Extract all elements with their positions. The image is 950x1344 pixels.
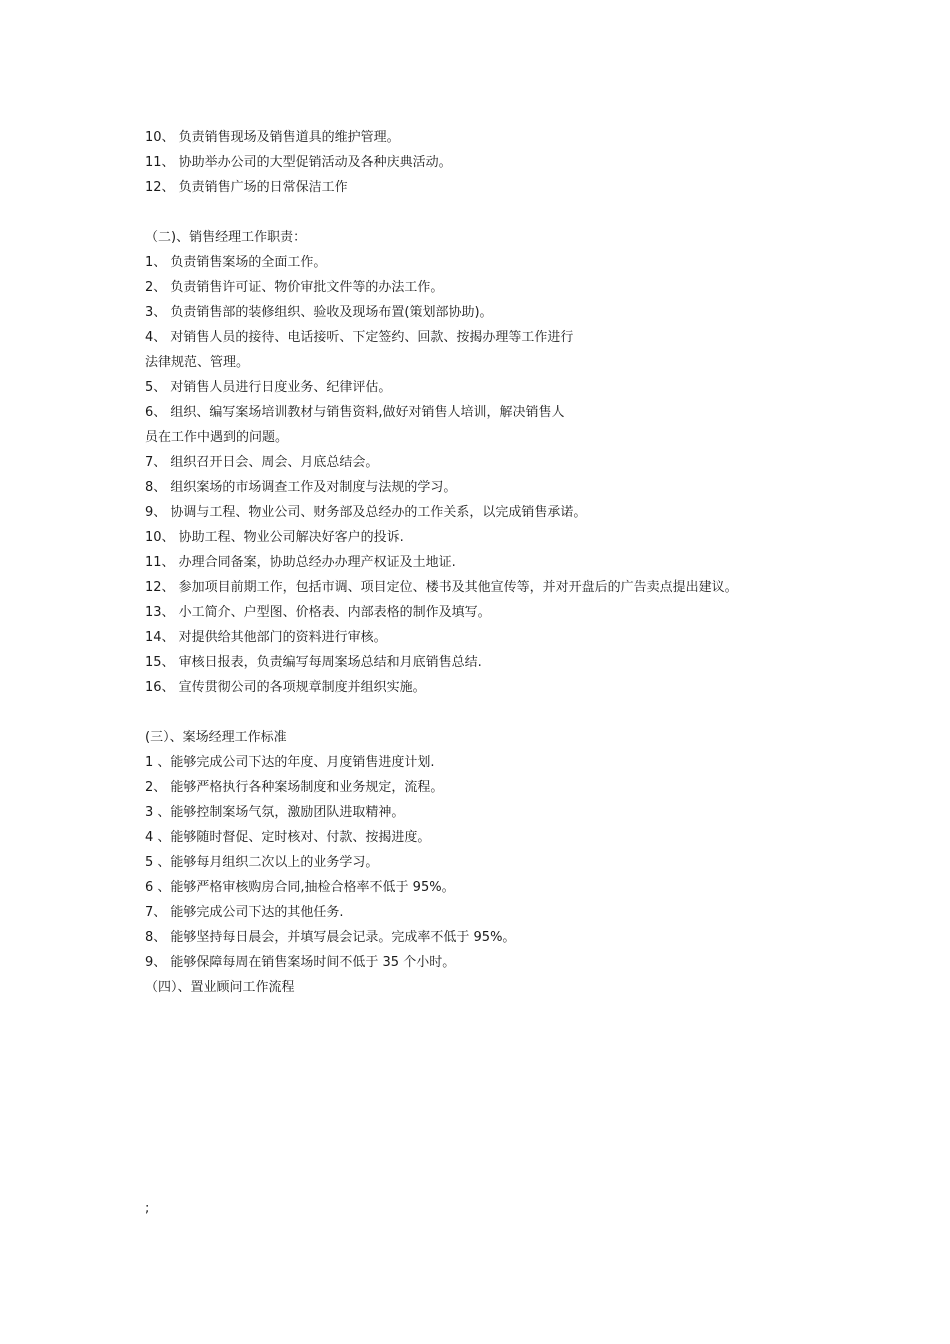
list-item: 16、 宣传贯彻公司的各项规章制度并组织实施。 — [145, 680, 426, 695]
paragraph-gap — [145, 200, 845, 225]
list-item: 9、 能够保障每周在销售案场时间不低于 35 个小时。 — [145, 955, 456, 970]
section-one-tail — [145, 125, 845, 200]
footer-mark: ; — [145, 1201, 150, 1216]
section-two — [145, 225, 845, 700]
list-item: 7、 组织召开日会、周会、月底总结会。 — [145, 455, 379, 470]
list-item: 4 、能够随时督促、定时核对、付款、按揭进度。 — [145, 830, 431, 845]
list-item: 6 、能够严格审核购房合同,抽检合格率不低于 95%。 — [145, 880, 455, 895]
list-item-continuation: 员在工作中遇到的问题。 — [145, 430, 289, 445]
list-item: 2、 能够严格执行各种案场制度和业务规定，流程。 — [145, 780, 444, 795]
section-heading: (三）、案场经理工作标准 — [145, 730, 287, 745]
list-item: 3 、能够控制案场气氛，激励团队进取精神。 — [145, 805, 405, 820]
section-heading: （二)、销售经理工作职责： — [145, 230, 307, 245]
paragraph-gap — [145, 700, 845, 725]
list-item: 13、 小工简介、户型图、价格表、内部表格的制作及填写。 — [145, 605, 491, 620]
list-item: 6、 组织、编写案场培训教材与销售资料,做好对销售人培训，解决销售人 — [145, 405, 565, 420]
list-item: 8、 组织案场的市场调查工作及对制度与法规的学习。 — [145, 480, 457, 495]
section-four — [145, 975, 845, 1000]
list-item: 9、 协调与工程、物业公司、财务部及总经办的工作关系，以完成销售承诺。 — [145, 505, 587, 520]
section-three — [145, 725, 845, 975]
list-item: 11、 办理合同备案，协助总经办办理产权证及土地证. — [145, 555, 456, 570]
section-heading: （四）、置业顾问工作流程 — [145, 980, 295, 995]
document-body — [145, 125, 845, 1000]
list-item: 11、 协助举办公司的大型促销活动及各种庆典活动。 — [145, 155, 452, 170]
list-item: 12、 负责销售广场的日常保洁工作 — [145, 180, 348, 195]
list-item-continuation: 法律规范、管理。 — [145, 355, 250, 370]
list-item: 5 、能够每月组织二次以上的业务学习。 — [145, 855, 379, 870]
list-item: 1、 负责销售案场的全面工作。 — [145, 255, 327, 270]
list-item: 8、 能够坚持每日晨会，并填写晨会记录。完成率不低于 95%。 — [145, 930, 516, 945]
list-item: 10、 负责销售现场及销售道具的维护管理。 — [145, 130, 400, 145]
list-item: 12、 参加项目前期工作，包括市调、项目定位、楼书及其他宣传等，并对开盘后的广告卖点提出建议。 — [145, 580, 738, 595]
list-item: 4、 对销售人员的接待、电话接听、下定签约、回款、按揭办理等工作进行 — [145, 330, 574, 345]
list-item: 3、 负责销售部的装修组织、验收及现场布置(策划部协助)。 — [145, 305, 493, 320]
list-item: 5、 对销售人员进行日度业务、纪律评估。 — [145, 380, 392, 395]
list-item: 10、 协助工程、物业公司解决好客户的投诉. — [145, 530, 404, 545]
list-item: 2、 负责销售许可证、物价审批文件等的办法工作。 — [145, 280, 444, 295]
list-item: 1 、能够完成公司下达的年度、月度销售进度计划. — [145, 755, 435, 770]
list-item: 15、 审核日报表，负责编写每周案场总结和月底销售总结. — [145, 655, 482, 670]
list-item: 7、 能够完成公司下达的其他任务. — [145, 905, 344, 920]
list-item: 14、 对提供给其他部门的资料进行审核。 — [145, 630, 387, 645]
